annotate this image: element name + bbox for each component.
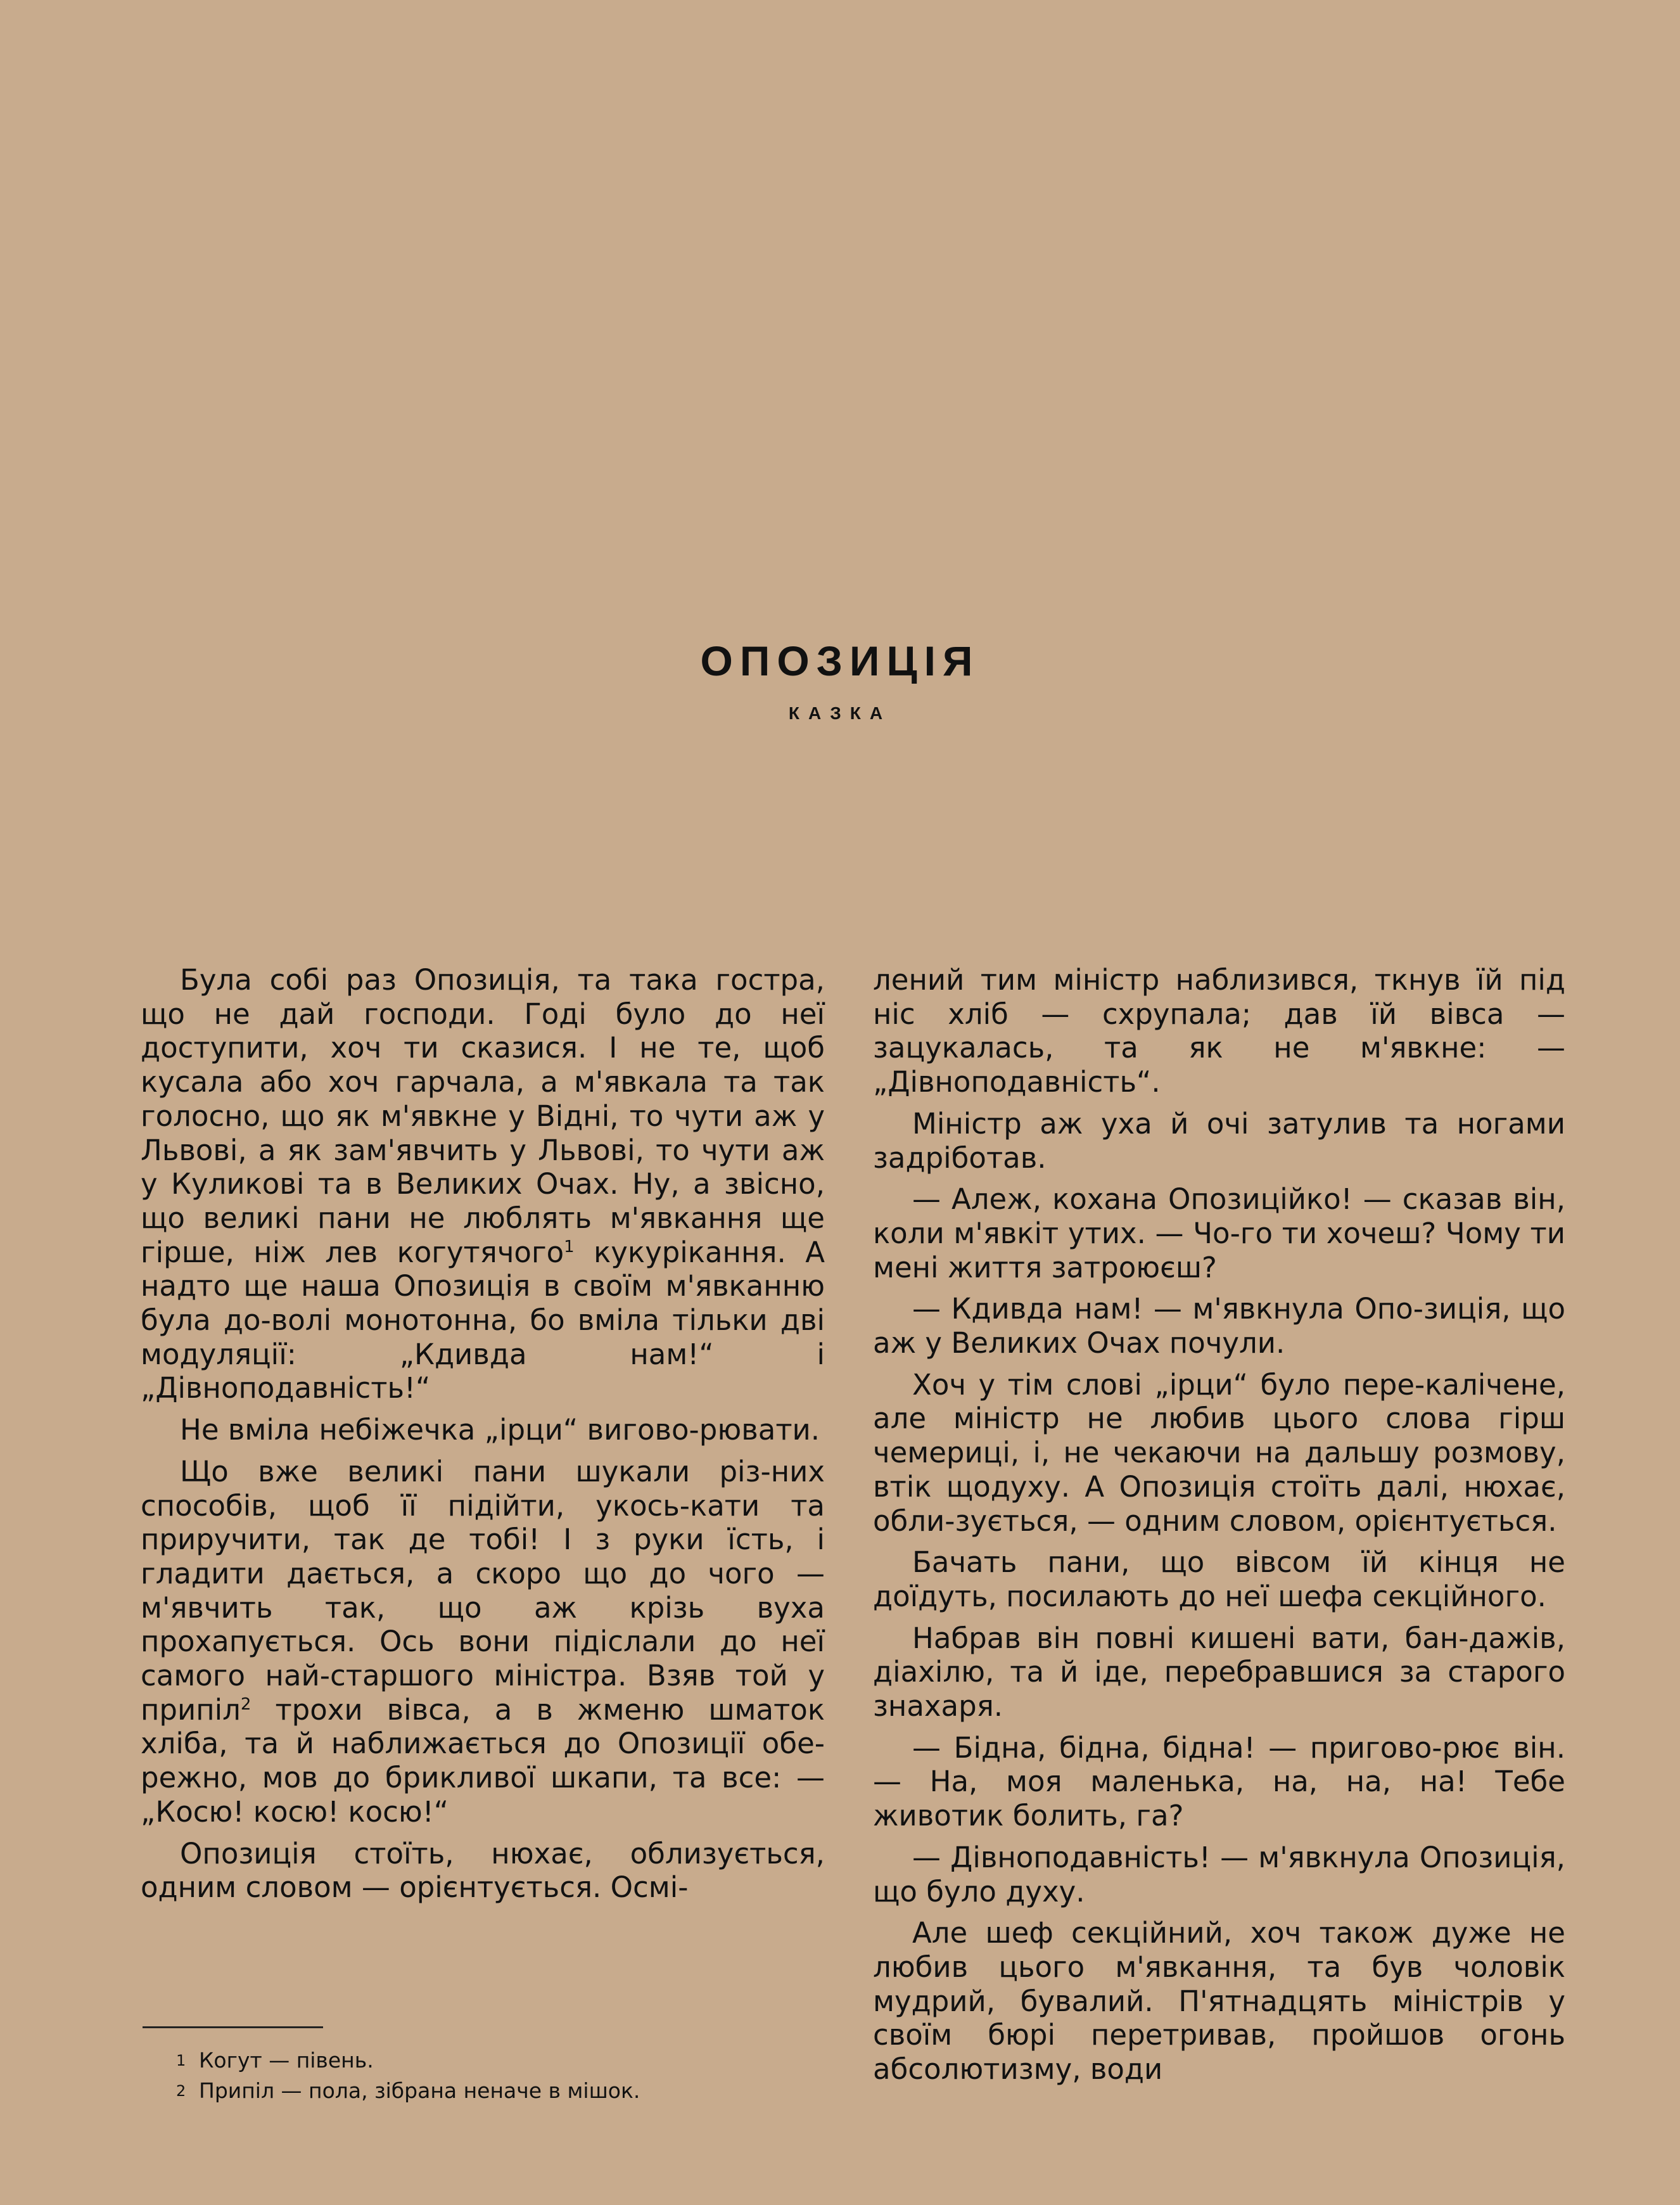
footnotes	[176, 2045, 829, 2106]
page-title: ОПОЗИЦІЯ	[700, 637, 980, 684]
paragraph-text: Була собі раз Опозиція, та така гостра, що не дай господи. Годі було до неї доступити, хоч ти сказися. І не те, щоб кусала або хоч гарчала, а м'явкала та так голосно, що як м'явкне у Відні, то чути аж у Львові, а як зам'явчить у Львові, то чути аж у Куликові та в Великих Очах. Ну, а звісно, що великі пани не люблять м'явкання ще гірше, ніж лев когутячого	[141, 963, 825, 1269]
paragraph: — Кдивда нам! — м'явкнула Опо-зиція, що аж у Великих Очах почули.	[873, 1292, 1565, 1360]
paragraph: — Бідна, бідна, бідна! — пригово-рює він. — На, моя маленька, на, на, на! Тебе животик болить, га?	[873, 1730, 1565, 1833]
left-column	[141, 963, 825, 1912]
paragraph	[141, 963, 825, 1405]
paragraph: Але шеф секційний, хоч також дуже не любив цього м'явкання, та був чоловік мудрий, бувалий. П'ятнадцять міністрів у своїм бюрі перетривав, пройшов огонь абсолютизму, води	[873, 1916, 1565, 2087]
paragraph-text: кукурікання. А надто ще наша Опозиція в своїм м'явканню була до-волі монотонна, бо вміла тільки дві модуляції: „Кдивда нам!“ і „Дівноподавність!“	[141, 1235, 825, 1405]
paragraph: Набрав він повні кишені вати, бан-дажів, діахілю, та й іде, перебравшися за старого знахаря.	[873, 1621, 1565, 1723]
paragraph: Опозиція стоїть, нюхає, облизується, одним словом — орієнтується. Осмі-	[141, 1836, 825, 1905]
paragraph-text: Що вже великі пани шукали різ-них способів, щоб її підійти, укось-кати та приручити, так де тобі! І з руки їсть, і гладити дається, а скоро що до чого — м'явчить так, що аж крізь вуха прохапується. Ось вони підіслали до неї самого най-старшого міністра. Взяв той у припіл	[141, 1454, 825, 1727]
paragraph-text: трохи вівса, а в жменю шматок хліба, та й наближається до Опозиції обе-режно, мов до брикливої шкапи, та все: — „Косю! косю! косю!“	[141, 1692, 825, 1829]
footnote	[176, 2045, 829, 2076]
right-column	[873, 963, 1565, 2094]
paragraph	[141, 1455, 825, 1829]
footnote	[176, 2076, 829, 2106]
footnote-text: Припіл — пола, зібрана неначе в мішок.	[199, 2078, 640, 2103]
footnote-divider	[143, 2026, 323, 2028]
page-subtitle: КАЗКА	[788, 703, 892, 723]
paragraph: — Алеж, кохана Опозиційко! — сказав він, коли м'явкіт утих. — Чо-го ти хочеш? Чому ти мені життя затроюєш?	[873, 1182, 1565, 1284]
paragraph: Не вміла небіжечка „ірци“ вигово-рювати.	[180, 1413, 820, 1447]
footnote-ref: 2	[240, 1694, 251, 1714]
paragraph: Міністр аж уха й очі затулив та ногами задріботав.	[873, 1106, 1565, 1175]
footnote-ref: 1	[564, 1237, 575, 1256]
footnote-mark: 2	[176, 2082, 186, 2100]
footnote-text: Когут — півень.	[199, 2048, 374, 2073]
paragraph: Хоч у тім слові „ірци“ було пере-калічене, але міністр не любив цього слова гірш чемериці, і, не чекаючи на дальшу розмову, втік щодуху. А Опозиція стоїть далі, нюхає, обли-зується, — одним словом, орієнтується.	[873, 1367, 1565, 1538]
footnote-mark: 1	[176, 2052, 186, 2069]
paragraph: Бачать пани, що вівсом їй кінця не доїдуть, посилають до неї шефа секційного.	[873, 1545, 1565, 1613]
paragraph: лений тим міністр наблизився, ткнув їй під ніс хліб — схрупала; дав їй вівса — зацукалась, та як не м'явкне: — „Дівноподавність“.	[873, 963, 1565, 1099]
paragraph: — Дівноподавність! — м'явкнула Опозиція, що було духу.	[873, 1840, 1565, 1908]
